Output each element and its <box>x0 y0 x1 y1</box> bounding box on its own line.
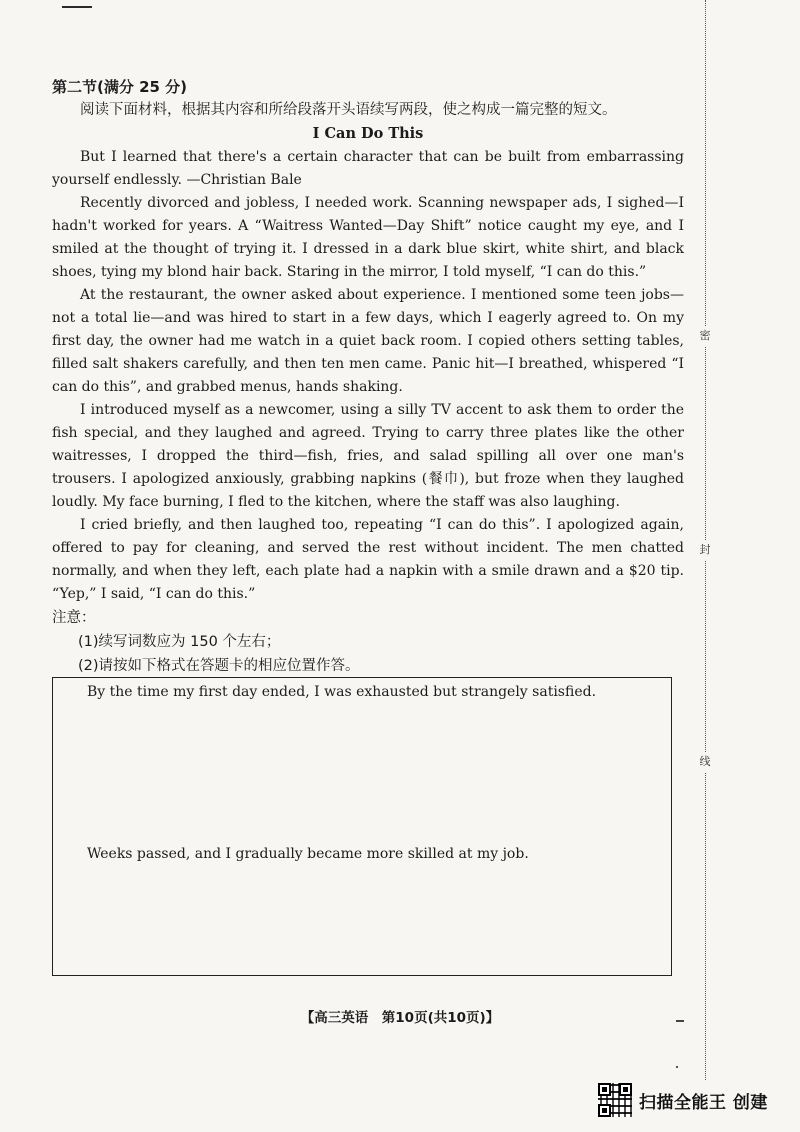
binding-mark-xian: 线 <box>695 752 715 772</box>
note-item: (2)请按如下格式在答题卡的相应位置作答。 <box>78 658 360 674</box>
top-rule <box>62 6 92 8</box>
page-content <box>52 76 684 678</box>
story-paragraph: I introduced myself as a newcomer, using a silly TV accent to ask them to order the fish special, and they laughed and agreed. Trying to carry three plates like the other waitresses, I dropped the third—fish, fries, and salad spilling all over one man's trousers. I apologized anxiously, grabbing napkins (餐巾), but froze when they laughed loudly. My face burning, I fled to the kitchen, where the staff was also laughing. <box>52 402 684 510</box>
watermark-text: 扫描全能王 创建 <box>639 1092 768 1113</box>
notes-heading: 注意： <box>52 610 96 626</box>
section-instruction: 阅读下面材料，根据其内容和所给段落开头语续写两段，使之构成一篇完整的短文。 <box>80 102 617 118</box>
qr-code-icon <box>598 1083 632 1117</box>
story-paragraph: I cried briefly, and then laughed too, repeating “I can do this”. I apologized again, offered to pay for cleaning, and served the rest without incident. The men chatted normally, and when they left, each plate had a napkin with a smile drawn and a $20 tip. “Yep,” I said, “I can do this.” <box>52 517 684 602</box>
story-title: I Can Do This <box>312 125 424 142</box>
section-heading: 第二节(满分 25 分) <box>52 78 188 96</box>
continuation-prompt-2: Weeks passed, and I gradually became more skilled at my job. <box>87 846 529 862</box>
page-footer: 【高三英语 第10页(共10页)】 <box>300 1010 500 1026</box>
story-paragraph: Recently divorced and jobless, I needed work. Scanning newspaper ads, I sighed—I hadn't worked for years. A “Waitress Wanted—Day Shift” notice caught my eye, and I smiled at the thought of trying it. I dressed in a dark blue skirt, white shirt, and black shoes, tying my blond hair back. Staring in the mirror, I told myself, “I can do this.” <box>52 195 684 280</box>
scanner-watermark <box>598 1082 768 1118</box>
story-paragraph: At the restaurant, the owner asked about experience. I mentioned some teen jobs—not a total lie—and was hired to start in a few days, which I eagerly agreed to. On my first day, the owner had me watch in a quiet back room. I copied others setting tables, filled salt shakers carefully, and then ten men came. Panic hit—I breathed, whispered “I can do this”, and grabbed menus, hands shaking. <box>52 287 684 395</box>
note-item: (1)续写词数应为 150 个左右； <box>78 634 281 650</box>
binding-mark-mi: 密 <box>695 326 715 346</box>
continuation-prompt-1: By the time my first day ended, I was exhausted but strangely satisfied. <box>87 684 597 700</box>
dot-mark <box>676 1066 678 1068</box>
answer-box <box>52 677 672 976</box>
story-paragraph: But I learned that there's a certain character that can be built from embarrassing yourself endlessly. —Christian Bale <box>52 149 684 188</box>
binding-mark-feng: 封 <box>695 540 715 560</box>
dash-mark <box>676 1020 684 1022</box>
